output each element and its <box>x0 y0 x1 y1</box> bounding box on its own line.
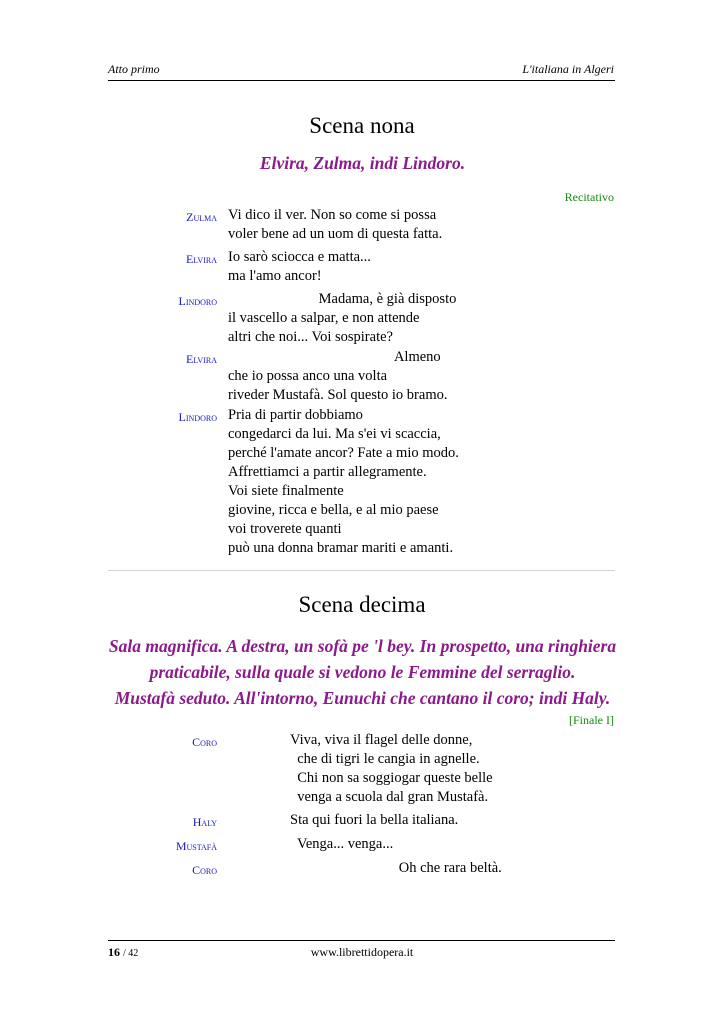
verse-lines: Io sarò sciocca e matta... ma l'amo ancor! <box>228 249 371 284</box>
verse-lines: Viva, viva il flagel delle donne, che di tigri le cangia in agnelle. Chi non sa soggiogar queste belle venga a scuola dal gran Mustafà. <box>290 732 493 805</box>
scene-description-line: Mustafà seduto. All'intorno, Eunuchi che cantano il coro; indi Haly. <box>114 688 611 708</box>
site-url: www.librettidopera.it <box>310 945 414 959</box>
verse-lines: Pria di partir dobbiamo congedarci da lui. Ma s'ei vi scaccia, perché l'amate ancor? Fate a mio modo. Affrettiamci a partir allegramente. Voi siete finalmente giovine, ricca e bella, e al mio paese voi troverete quanti può una donna bramar mariti e amanti. <box>228 407 459 556</box>
verse-lines: Oh che rara beltà. <box>290 860 502 876</box>
character-name: Elvira <box>185 252 217 266</box>
verse-lines: Almeno che io possa anco una volta riveder Mustafà. Sol questo io bramo. <box>228 349 448 403</box>
verse-lines: Venga... venga... <box>290 836 394 852</box>
character-name: Haly <box>192 815 217 829</box>
section-tag: [Finale I] <box>569 713 614 727</box>
verse-lines: Sta qui fuori la bella italiana. <box>290 812 459 828</box>
section-tag: Recitativo <box>564 190 614 204</box>
scene-separator <box>108 570 615 571</box>
header-rule <box>108 80 615 81</box>
verse-lines: Madama, è già disposto il vascello a salpar, e non attende altri che noi... Voi sospirate? <box>228 291 457 345</box>
scene-description-line: Sala magnifica. A destra, un sofà pe 'l bey. In prospetto, una ringhiera <box>108 636 617 656</box>
running-header-act: Atto primo <box>108 62 160 76</box>
character-name: Coro <box>192 863 217 877</box>
total-pages: / 42 <box>123 948 139 959</box>
running-header-title: L'italiana in Algeri <box>522 62 614 76</box>
character-name: Mustafà <box>175 839 217 853</box>
verse-lines: Vi dico il ver. Non so come si possa voler bene ad un uom di questa fatta. <box>228 207 443 242</box>
character-name: Elvira <box>185 352 217 366</box>
scene-description <box>100 633 625 711</box>
character-name: Lindoro <box>178 294 217 308</box>
scene-description-line: praticabile, sulla quale si vedono le Femmine del serraglio. <box>149 662 576 682</box>
footer-rule <box>108 940 615 941</box>
scene-title: Scena decima <box>298 592 426 617</box>
character-name: Zulma <box>186 210 217 224</box>
character-name: Lindoro <box>178 410 217 424</box>
scene-description: Elvira, Zulma, indi Lindoro. <box>259 153 466 173</box>
character-name: Coro <box>192 735 217 749</box>
current-page: 16 <box>108 945 120 959</box>
scene-title: Scena nona <box>309 113 415 138</box>
